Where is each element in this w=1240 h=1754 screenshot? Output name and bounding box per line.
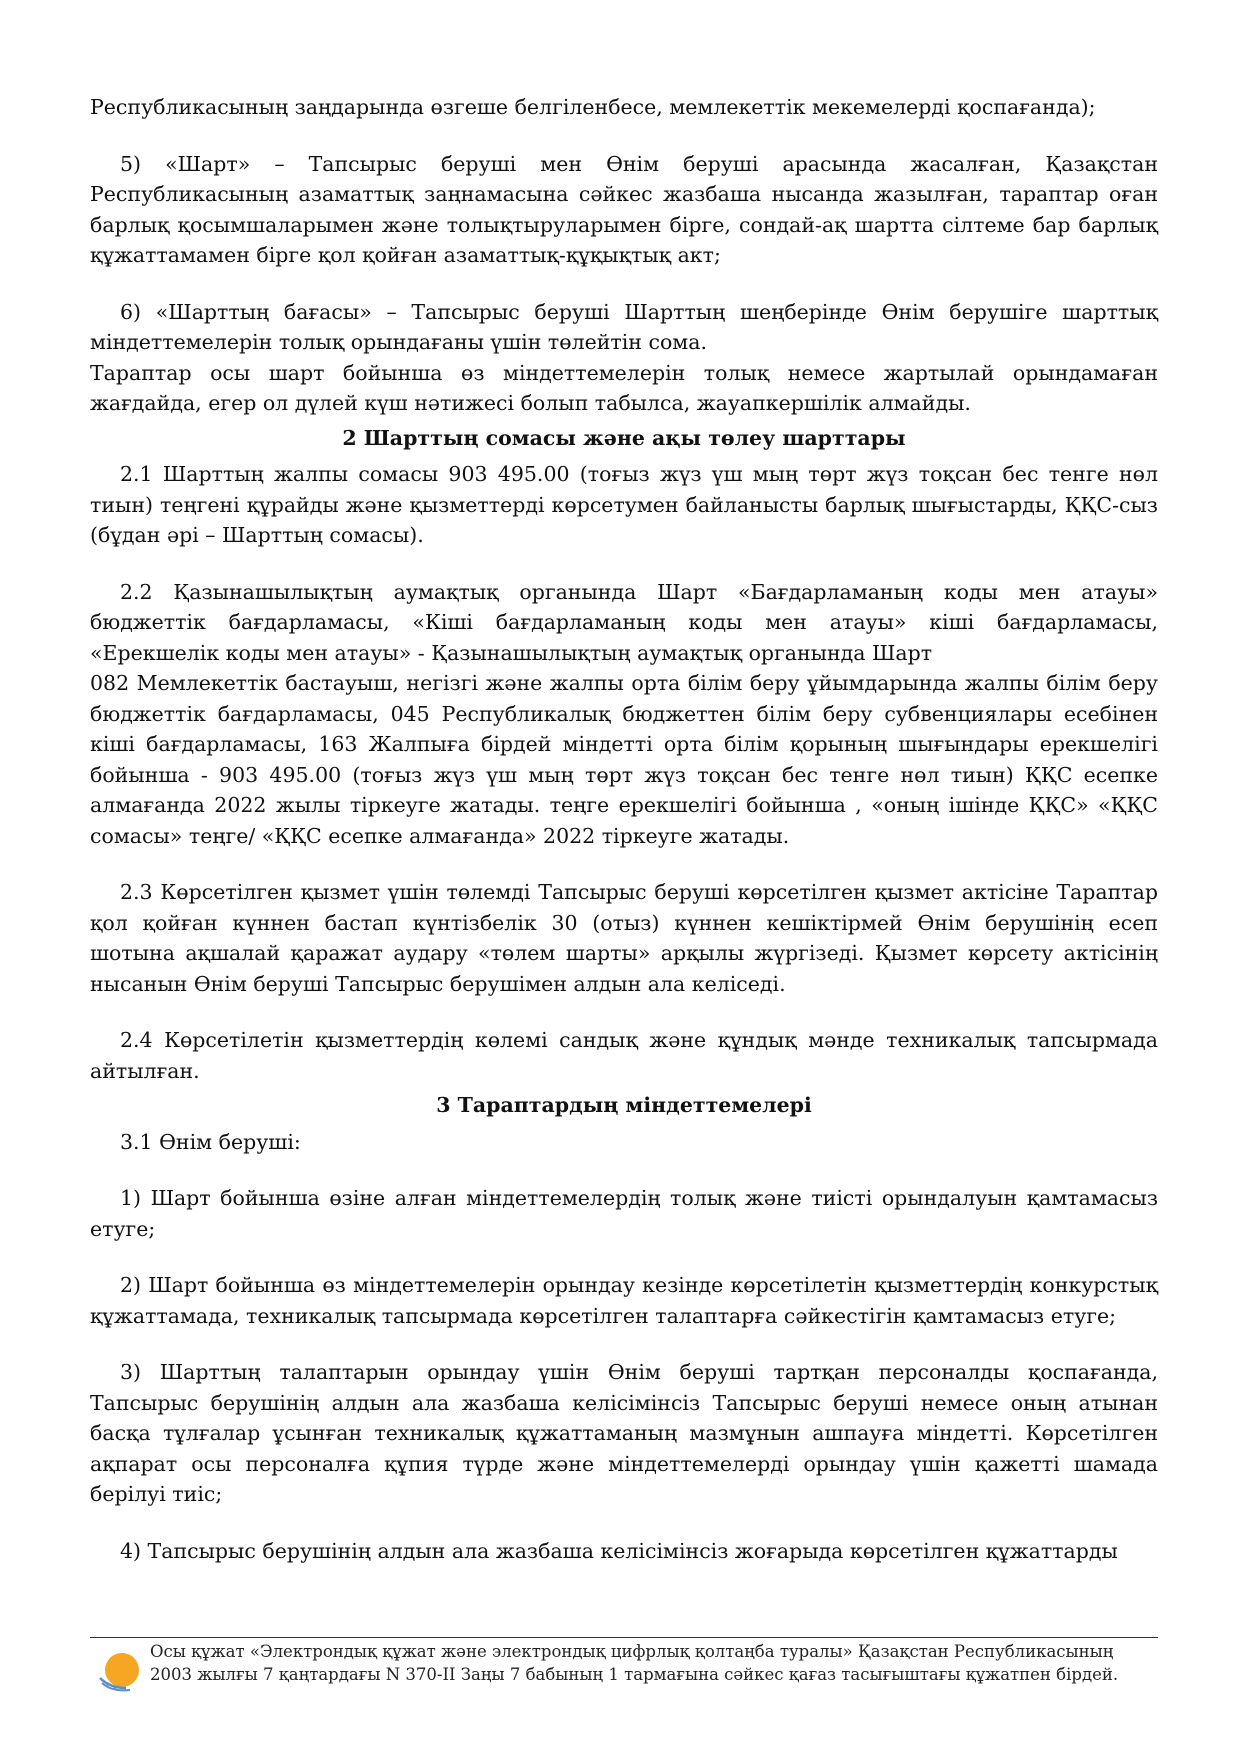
paragraph: 082 Мемлекеттік бастауыш, негізгі және жалпы орта білім беру ұйымдарында жалпы білім беру бюджеттік бағдарламасы, 045 Республикалық бюджеттен білім беру субвенциялары есебінен кіші бағдарламасы, 163 Жалпыға бірдей міндетті орта білім қорының шығындары ерекшелігі бойынша - 903 495.00 (тоғыз жүз үш мың төрт жүз тоқсан бес тенге нөл тиын) ҚҚС есепке алмағанда 2022 жылы тіркеуге жатады. теңге ерекшелігі бойынша , «оның ішінде ҚҚС» «ҚҚС сомасы» теңге/ «ҚҚС есепке алмағанда» 2022 тіркеуге жатады. [90,671,1158,848]
paragraph: 6) «Шарттың бағасы» – Тапсырыс беруші Шарттың шеңберінде Өнім берушіге шарттық міндеттемелерін толық орындағаны үшін төлейтін сома. [90,299,1158,354]
section-heading: 2 Шарттың сомасы және ақы төлеу шарттары [342,425,906,450]
footer-note: Осы құжат «Электрондық құжат және электрондық цифрлық қолтаңба туралы» Қазақстан Республикасының 2003 жылғы 7 қаңтардағы N 370-II Заңы 7 бабының 1 тармағына сәйкес қағаз тасығыштағы құжатпен бірдей. [150,1642,1119,1684]
paragraph: 2.3 Көрсетілген қызмет үшін төлемді Тапсырыс беруші көрсетілген қызмет актісіне Тараптар қол қойған күннен бастап күнтізбелік 30 (отыз) күннен кешіктірмей Өнім берушінің есеп шотына ақшалай қаражат аудару «төлем шарты» арқылы жүргізеді. Қызмет көрсету актісінің нысанын Өнім беруші Тапсырыс берушімен алдын ала келіседі. [90,880,1158,996]
footer [90,1640,1158,1710]
paragraph: Тараптар осы шарт бойынша өз міндеттемелерін толық немесе жартылай орындамаған жағдайда, егер ол дүлей күш нәтижесі болып табылса, жауапкершілік алмайды. [90,360,1158,415]
section-heading: 3 Тараптардың міндеттемелері [436,1093,812,1117]
paragraph: 3) Шарттың талаптарын орындау үшін Өнім беруші тартқан персоналды қоспағанда, Тапсырыс берушінің алдын ала жазбаша келісімінсіз Тапсырыс беруші немесе оның атынан басқа тұлғалар ұсынған техникалық құжаттаманың мазмұнын ашпауға міндетті. Көрсетілген ақпарат осы персоналға құпия түрде және міндеттемелерді орындау үшін қажетті шамада берілуі тиіс; [90,1360,1158,1506]
paragraph: Республикасының заңдарында өзгеше белгіленбесе, мемлекеттік мекемелерді қоспағанда); [90,95,1096,119]
paragraph: 4) Тапсырыс берушінің алдын ала жазбаша келісімінсіз жоғарыда көрсетілген құжаттарды [120,1538,1118,1563]
paragraph: 1) Шарт бойынша өзіне алған міндеттемелердің толық және тиісті орындалуын қамтамасыз етуге; [90,1186,1158,1241]
paragraph: 5) «Шарт» – Тапсырыс беруші мен Өнім беруші арасында жасалған, Қазақстан Республикасының азаматтық заңнамасына сәйкес жазбаша нысанда жазылған, тараптар оған барлық қосымшаларымен және толықтыруларымен бірге, сондай-ақ шартта сілтеме бар барлық құжаттамамен бірге қол қойған азаматтық-құқықтық акт; [90,151,1158,267]
paragraph: 2) Шарт бойынша өз міндеттемелерін орындау кезінде көрсетілетін қызметтердің конкурстық құжаттамада, техникалық тапсырмада көрсетілген талаптарға сәйкестігін қамтамасыз етуге; [90,1273,1158,1328]
paragraph: 3.1 Өнім беруші: [120,1129,301,1154]
paragraph: 2.1 Шарттың жалпы сомасы 903 495.00 (тоғыз жүз үш мың төрт жүз тоқсан бес тенге нөл тиын) теңгені құрайды және қызметтерді көрсетумен байланысты барлық шығыстарды, ҚҚС-сыз (бұдан әрі – Шарттың сомасы). [90,462,1158,547]
paragraph: 2.2 Қазынашылықтың аумақтық органында Шарт «Бағдарламаның коды мен атауы» бюджеттік бағдарламасы, «Кіші бағдарламаның коды мен атауы» кіші бағдарламасы, «Ерекшелік коды мен атауы» - Қазынашылықтың аумақтық органында Шарт [90,579,1158,665]
document-body [90,92,1158,1566]
footer-divider [90,1637,1158,1638]
paragraph: 2.4 Көрсетілетін қызметтердің көлемі сандық және құндық мәнде техникалық тапсырмада айтылған. [90,1028,1158,1083]
sun-logo-icon [96,1648,142,1694]
